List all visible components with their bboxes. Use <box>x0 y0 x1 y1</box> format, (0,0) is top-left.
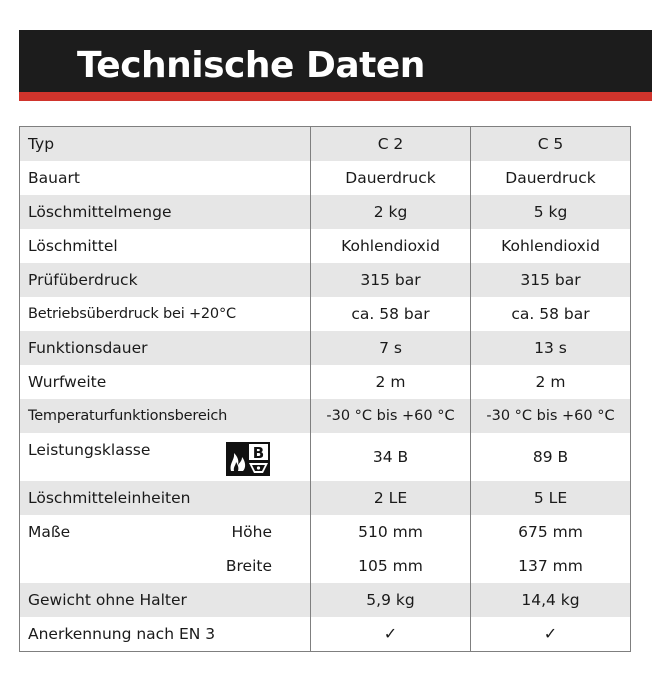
row-label: Maße <box>28 523 71 541</box>
fire-class-b-icon <box>225 441 271 477</box>
header-bar <box>19 30 652 92</box>
row-label-cell <box>20 549 311 583</box>
row-label: Anerkennung nach EN 3 <box>28 625 216 643</box>
cell-c2: 7 s <box>311 331 471 365</box>
cell-c5: 315 bar <box>471 263 631 297</box>
row-label: Funktionsdauer <box>20 331 311 365</box>
row-label: Gewicht ohne Halter <box>20 583 311 617</box>
cell-c2: ca. 58 bar <box>311 297 471 331</box>
cell-c2: 315 bar <box>311 263 471 297</box>
header-red-stripe <box>19 92 652 101</box>
table-row <box>20 549 631 583</box>
table-row <box>20 433 631 481</box>
row-label: Löschmittel <box>28 237 118 255</box>
table-row <box>20 263 631 297</box>
cell-c5: ca. 58 bar <box>471 297 631 331</box>
cell-c2: 105 mm <box>311 549 471 583</box>
cell-c5: 13 s <box>471 331 631 365</box>
row-label: Bauart <box>28 169 80 187</box>
table-row <box>20 515 631 549</box>
cell-c2: Dauerdruck <box>311 161 471 195</box>
table-row <box>20 365 631 399</box>
page-title: Technische Daten <box>77 45 425 86</box>
table-row <box>20 617 631 652</box>
row-sublabel: Höhe <box>231 523 272 541</box>
row-label: Prüfüberdruck <box>20 263 311 297</box>
table-row <box>20 229 631 263</box>
cell-c5: Kohlendioxid <box>471 229 631 263</box>
checkmark-icon: ✓ <box>311 617 471 652</box>
cell-c5: 5 kg <box>471 195 631 229</box>
table-row <box>20 481 631 515</box>
row-label: Wurfweite <box>28 373 107 391</box>
cell-c2: -30 °C bis +60 °C <box>311 399 471 433</box>
cell-c5: 675 mm <box>471 515 631 549</box>
row-label: Löschmittelmenge <box>20 195 311 229</box>
cell-c2: 2 LE <box>311 481 471 515</box>
table-row <box>20 583 631 617</box>
table-row <box>20 297 631 331</box>
row-sublabel: Breite <box>225 557 272 575</box>
cell-c5: 14,4 kg <box>471 583 631 617</box>
cell-c5: 5 LE <box>471 481 631 515</box>
cell-c5: C 5 <box>471 127 631 162</box>
cell-c2: 34 B <box>311 433 471 481</box>
cell-c2: Kohlendioxid <box>311 229 471 263</box>
row-label: Leistungsklasse <box>28 441 151 459</box>
checkmark-icon: ✓ <box>471 617 631 652</box>
row-label: Typ <box>20 127 311 162</box>
cell-c2: 2 m <box>311 365 471 399</box>
cell-c5: 137 mm <box>471 549 631 583</box>
spec-table <box>19 126 631 652</box>
row-label: Löschmitteleinheiten <box>20 481 311 515</box>
table-row <box>20 195 631 229</box>
table-row <box>20 161 631 195</box>
row-label-cell <box>20 433 311 481</box>
row-label-cell <box>20 515 311 549</box>
cell-c2: 510 mm <box>311 515 471 549</box>
row-label: Betriebsüberdruck bei +20°C <box>28 306 236 322</box>
table-row <box>20 127 631 162</box>
table-row <box>20 399 631 433</box>
svg-text:B: B <box>252 444 265 462</box>
cell-c5: 2 m <box>471 365 631 399</box>
cell-c5: Dauerdruck <box>471 161 631 195</box>
cell-c2: C 2 <box>311 127 471 162</box>
table-row <box>20 331 631 365</box>
cell-c5: 89 B <box>471 433 631 481</box>
cell-c5: -30 °C bis +60 °C <box>471 399 631 433</box>
cell-c2: 2 kg <box>311 195 471 229</box>
row-label: Temperaturfunktionsbereich <box>20 399 311 433</box>
cell-c2: 5,9 kg <box>311 583 471 617</box>
